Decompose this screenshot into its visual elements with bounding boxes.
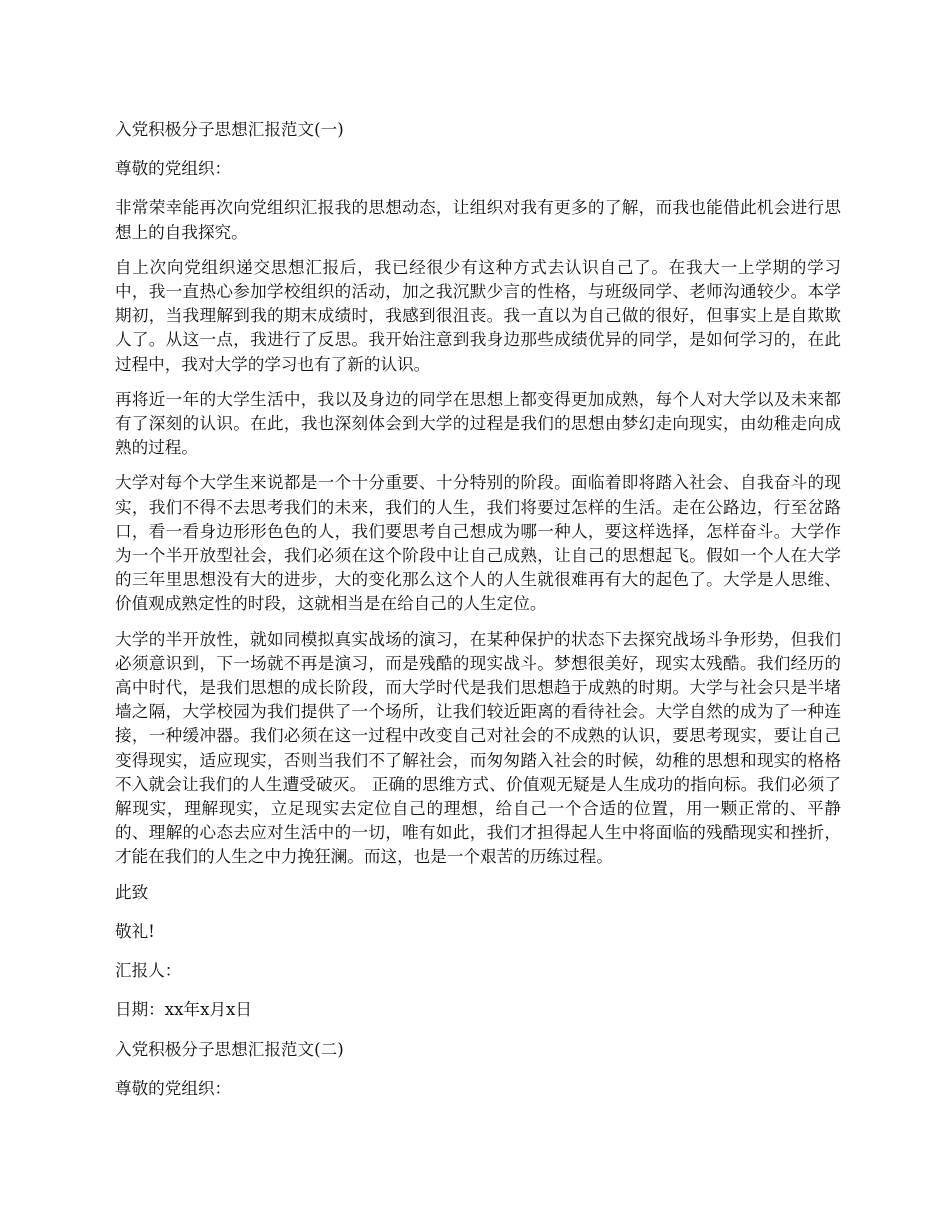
salutation-2: 尊敬的党组织：: [115, 1078, 232, 1098]
body-paragraph-1: 非常荣幸能再次向党组织汇报我的思想动态，让组织对我有更多的了解，而我也能借此机会进行思想上的自我探究。: [115, 198, 841, 242]
closing-line: 此致: [115, 882, 149, 902]
document-title-2: 入党积极分子思想汇报范文(二): [115, 1039, 344, 1059]
body-paragraph-3: 再将近一年的大学生活中，我以及身边的同学在思想上都变得更加成熟，每个人对大学以及未来都有了深刻的认识。在此，我也深刻体会到大学的过程是我们的思想由梦幻走向现实，由幼稚走向成熟的过程。: [115, 389, 841, 458]
document-title-1: 入党积极分子思想汇报范文(一): [115, 120, 344, 139]
date-line: 日期：xx年x月x日: [115, 1000, 252, 1020]
body-paragraph-4: 大学对每个大学生来说都是一个十分重要、十分特别的阶段。面临着即将踏入社会、自我奋斗的现实，我们不得不去思考我们的未来，我们的人生，我们将要过怎样的生活。走在公路边，行至岔路口，看一看身边形形色色的人，我们要思考自己想成为哪一种人，要这样选择，怎样奋斗。大学作为一个半开放型社会，我们必须在这个阶段中让自己成熟，让自己的思想起飞。假如一个人在大学的三年里思想没有大的进步，大的变化那么这个人的人生就很难再有大的起色了。大学是人思维、价值观成熟定性的时段，这就相当是在给自己的人生定位。: [115, 473, 841, 614]
reporter-line: 汇报人：: [115, 961, 182, 981]
document-page: [115, 118, 841, 1116]
closing-salute: 敬礼!: [115, 921, 155, 941]
body-paragraph-5: 大学的半开放性，就如同模拟真实战场的演习，在某种保护的状态下去探究战场斗争形势，但我们必须意识到，下一场就不再是演习，而是残酷的现实战斗。梦想很美好，现实太残酷。我们经历的高中时代，是我们思想的成长阶段，而大学时代是我们思想趋于成熟的时期。大学与社会只是半堵墙之隔，大学校园为我们提供了一个场所，让我们较近距离的看待社会。大学自然的成为了一种连接，一种缓冲器。我们必须在这一过程中改变自己对社会的不成熟的认识，要思考现实，要让自己变得现实，适应现实，否则当我们不了解社会，而匆匆踏入社会的时候，幼稚的思想和现实的格格不入就会让我们的人生遭受破灭。 正确的思维方式、价值观无疑是人生成功的指向标。我们必须了解现实，理解现实，立足现实去定位自己的理想，给自己一个合适的位置，用一颗正常的、平静的、理解的心态去应对生活中的一切，唯有如此，我们才担得起人生中将面临的残酷现实和挫折，才能在我们的人生之中力挽狂澜。而这，也是一个艰苦的历练过程。: [115, 629, 841, 867]
body-paragraph-2: 自上次向党组织递交思想汇报后，我已经很少有这种方式去认识自己了。在我大一上学期的学习中，我一直热心参加学校组织的活动，加之我沉默少言的性格，与班级同学、老师沟通较少。本学期初，当我理解到我的期末成绩时，我感到很沮丧。我一直以为自己做的很好，但事实上是自欺欺人了。从这一点，我进行了反思。我开始注意到我身边那些成绩优异的同学，是如何学习的，在此过程中，我对大学的学习也有了新的认识。: [115, 257, 841, 374]
salutation: 尊敬的党组织：: [115, 159, 232, 179]
